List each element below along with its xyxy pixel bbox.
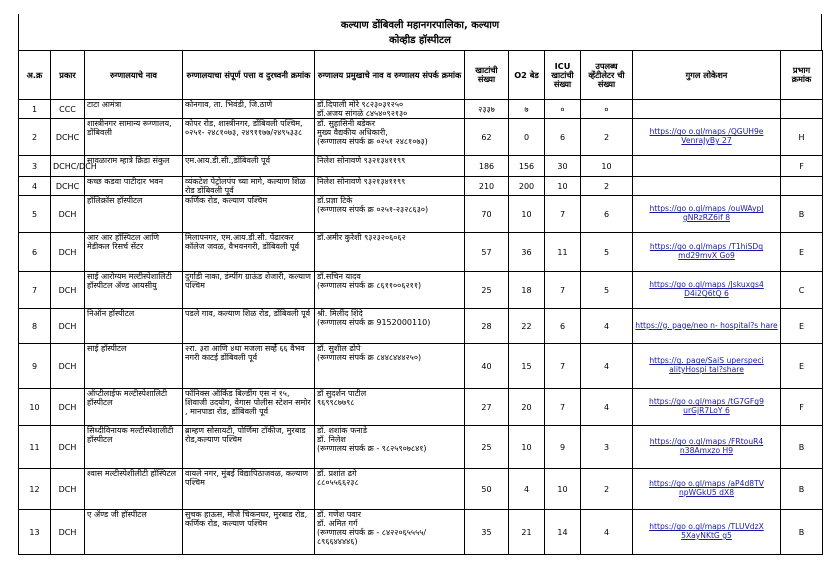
cell-beds: 27	[465, 389, 509, 426]
cell-ventilators: 3	[581, 426, 633, 469]
cell-type: DCH	[51, 389, 85, 426]
col-header-ventilator: उपलब्ध व्हेंटीलेटर ची संख्या	[581, 51, 633, 100]
cell-ventilators: ०	[581, 100, 633, 119]
cell-google-location[interactable]: https://go o.gl/maps /aP4d8TV npWGkU5 dX8	[633, 469, 781, 510]
cell-google-location[interactable]: https://g. page/neo n- hospital?s hare	[633, 309, 781, 344]
table-row	[19, 510, 823, 555]
cell-beds: 70	[465, 196, 509, 233]
cell-o2-beds: 156	[509, 156, 545, 177]
cell-serial: 12	[19, 469, 51, 510]
cell-address: कर्णिक रोड, कल्याण पश्चिम	[183, 196, 315, 233]
cell-contact: डॉ.सचिन यादव (रूग्णालय संपर्क क्र ८६११००६२११)	[315, 272, 465, 309]
cell-ward: B	[781, 510, 823, 555]
cell-beds: 40	[465, 344, 509, 389]
cell-address: वायले नगर, मुंबई विद्यापिठाजवळ, कल्याण पश्चिम	[183, 469, 315, 510]
col-header-address: रुग्णालयाचा संपूर्ण पत्ता व दुरध्वनी क्रमांक	[183, 51, 315, 100]
cell-icu-beds: 30	[545, 156, 581, 177]
cell-serial: 10	[19, 389, 51, 426]
document-title: कल्याण डोंबिवली महानगरपालिका, कल्याण	[340, 20, 500, 31]
cell-address: कोपर रोड, शास्त्रीनगर, डोंबिवली पश्चिम, ०२५१- २४८१०७३, २४९११७७/२४९५३३८	[183, 119, 315, 156]
cell-ventilators: 4	[581, 344, 633, 389]
cell-o2-beds: 10	[509, 426, 545, 469]
cell-hospital-name: सिध्दीविनायक मल्टीस्पेशालीटी हॉस्पीटल	[85, 426, 183, 469]
cell-ward: E	[781, 344, 823, 389]
cell-o2-beds: 21	[509, 510, 545, 555]
table-row	[19, 177, 823, 196]
cell-serial: 11	[19, 426, 51, 469]
cell-google-location	[633, 177, 781, 196]
cell-ward: H	[781, 119, 823, 156]
cell-ventilators: 5	[581, 272, 633, 309]
cell-google-location[interactable]: https://go o.gl/maps /T1hiSDq md29mvX Go9	[633, 233, 781, 272]
cell-o2-beds: ७	[509, 100, 545, 119]
cell-type: DCH	[51, 510, 85, 555]
cell-ventilators: 10	[581, 156, 633, 177]
cell-serial: 3	[19, 156, 51, 177]
cell-contact: डॉ. प्रशांत ढगे ८८०५५६६२३८	[315, 469, 465, 510]
cell-hospital-name: निऑन हॉस्पीटल	[85, 309, 183, 344]
cell-serial: 8	[19, 309, 51, 344]
table-row	[19, 469, 823, 510]
cell-type: CCC	[51, 100, 85, 119]
cell-type: DCH	[51, 309, 85, 344]
cell-serial: 2	[19, 119, 51, 156]
covid-hospital-sheet	[18, 14, 822, 555]
table-row	[19, 119, 823, 156]
table-row	[19, 309, 823, 344]
col-header-serial: अ.क्र	[19, 51, 51, 100]
cell-o2-beds: 4	[509, 469, 545, 510]
cell-google-location[interactable]: https://go o.gl/maps /TLUVdzX 5XayNKtG g5	[633, 510, 781, 555]
cell-contact: डॉ. गणेश पवार डॉ. अमित गर्ग (रूग्णालय संपर्क क्र - ८४२२०६५५५५/ ८९६६४४४४६)	[315, 510, 465, 555]
cell-o2-beds: 10	[509, 196, 545, 233]
document-subtitle: कोव्हीड हॉस्पीटल	[389, 35, 451, 46]
cell-type: DCH	[51, 272, 85, 309]
cell-ward: E	[781, 309, 823, 344]
cell-ward: B	[781, 196, 823, 233]
cell-icu-beds: 7	[545, 344, 581, 389]
cell-address: कोनगाव, ता. भिवंडी, जि.ठाणे	[183, 100, 315, 119]
cell-type: DCH	[51, 196, 85, 233]
col-header-icu: ICU खाटांची संख्या	[545, 51, 581, 100]
cell-serial: 9	[19, 344, 51, 389]
table-row	[19, 196, 823, 233]
cell-serial: 13	[19, 510, 51, 555]
cell-google-location	[633, 100, 781, 119]
cell-o2-beds: 200	[509, 177, 545, 196]
cell-google-location[interactable]: https://go o.gl/maps /tG7GFg9 urGjR7LoY 6	[633, 389, 781, 426]
cell-ward	[781, 100, 823, 119]
col-header-location: गुगल लोकेशन	[633, 51, 781, 100]
cell-google-location[interactable]: https://g. page/SaiS uperspeci alityHospi tal?share	[633, 344, 781, 389]
cell-ventilators: 4	[581, 510, 633, 555]
cell-google-location[interactable]: https://go o.gl/maps /QGUH9e VenraJyBy 27	[633, 119, 781, 156]
table-row	[19, 426, 823, 469]
cell-o2-beds: 18	[509, 272, 545, 309]
cell-contact: श्री. मिलींद शिंदे (रूग्णालय संपर्क क्र 9152000110)	[315, 309, 465, 344]
cell-o2-beds: 20	[509, 389, 545, 426]
cell-beds: 186	[465, 156, 509, 177]
cell-type: DCHC/DCH	[51, 156, 85, 177]
table-row	[19, 156, 823, 177]
cell-beds: 50	[465, 469, 509, 510]
cell-serial: 7	[19, 272, 51, 309]
cell-hospital-name: ए ॲण्ड जी हॉस्पीटल	[85, 510, 183, 555]
cell-hospital-name: शास्त्रीनगर सामान्य रूग्णालय, डोंबिवली	[85, 119, 183, 156]
cell-address: फॉनिक्स ऑर्किड बिल्डींग एस नं १५, शिवाजी उदयोग, वेगास पोलीस स्टेशन समोर , मानपाडा रोड, डोंबिवली पूर्व	[183, 389, 315, 426]
cell-icu-beds: 10	[545, 469, 581, 510]
cell-icu-beds: 6	[545, 119, 581, 156]
cell-icu-beds: 6	[545, 309, 581, 344]
cell-serial: 1	[19, 100, 51, 119]
title-block	[18, 14, 822, 50]
hospital-table	[18, 50, 823, 555]
cell-beds: २३३७	[465, 100, 509, 119]
col-header-beds: खाटांची संख्या	[465, 51, 509, 100]
cell-ventilators: 4	[581, 389, 633, 426]
cell-serial: 5	[19, 196, 51, 233]
col-header-name: रुग्णालयाचे नाव	[85, 51, 183, 100]
cell-type: DCH	[51, 426, 85, 469]
cell-type: DCH	[51, 233, 85, 272]
cell-serial: 6	[19, 233, 51, 272]
col-header-ward: प्रभाग क्रमांक	[781, 51, 823, 100]
cell-address: एम.आय.डी.सी.,डोंबिवली पूर्व	[183, 156, 315, 177]
cell-ventilators: 2	[581, 119, 633, 156]
cell-icu-beds: 10	[545, 177, 581, 196]
cell-type: DCH	[51, 344, 85, 389]
cell-hospital-name: आर आर हॉस्पिटल आणि मेडीकल रिसर्च सेंटर	[85, 233, 183, 272]
cell-type: DCHC	[51, 119, 85, 156]
cell-icu-beds: 14	[545, 510, 581, 555]
cell-ventilators: 6	[581, 196, 633, 233]
cell-contact: डॉ. सुशील ढोपे (रूग्णालय संपर्क क्र ८४४८४४४२५०)	[315, 344, 465, 389]
cell-hospital-name: टाटा आमंत्रा	[85, 100, 183, 119]
col-header-o2: O2 बेड	[509, 51, 545, 100]
cell-ventilators: 2	[581, 469, 633, 510]
cell-contact: निलेश सोनावणे ९३२१३४११९९	[315, 177, 465, 196]
cell-ward: B	[781, 469, 823, 510]
cell-ward: C	[781, 272, 823, 309]
cell-serial: 4	[19, 177, 51, 196]
table-row	[19, 233, 823, 272]
table-header-row	[19, 51, 823, 100]
cell-ward: F	[781, 389, 823, 426]
cell-contact: डॉ. शशांक फनाडे डॉ. निलेश (रूग्णालय संपर्क क्र - ९८२५९०७८४१)	[315, 426, 465, 469]
table-row	[19, 272, 823, 309]
cell-ward	[781, 177, 823, 196]
cell-address: दुर्गाडी नाका, डंम्पींग ग्राऊंड शेजारी, कल्याण पश्चिम	[183, 272, 315, 309]
cell-google-location[interactable]: https://go o.gl/maps /Jskuxgs4 D4i2Q6tQ 6	[633, 272, 781, 309]
cell-beds: 210	[465, 177, 509, 196]
cell-contact: डॉ सुदर्शन पाटील ९६९९८७७९८	[315, 389, 465, 426]
cell-o2-beds: 0	[509, 119, 545, 156]
cell-address: पडले गाव, कल्याण शिळ रोड, डोंबिवली पूर्व	[183, 309, 315, 344]
cell-icu-beds: 9	[545, 426, 581, 469]
cell-o2-beds: 36	[509, 233, 545, 272]
cell-address: मिलापनगर, एम.आय.डी.सी. पेंढारकर कॉलेज जवळ, वैभवनगरी, डोंबिवली पूर्व	[183, 233, 315, 272]
cell-ventilators: 2	[581, 177, 633, 196]
cell-hospital-name: कच्छ कडवा पाटीदार भवन	[85, 177, 183, 196]
cell-hospital-name: साई हॉस्पीटल	[85, 344, 183, 389]
cell-beds: 62	[465, 119, 509, 156]
table-row	[19, 100, 823, 119]
cell-beds: 25	[465, 272, 509, 309]
cell-ward: F	[781, 156, 823, 177]
cell-ward: B	[781, 426, 823, 469]
col-header-type: प्रकार	[51, 51, 85, 100]
table-row	[19, 389, 823, 426]
cell-contact: निलेश सोनावणे ९३२१३४११९९	[315, 156, 465, 177]
cell-contact: डॉ.प्रज्ञा टिके (रूग्णालय संपर्क क्र ०२५१-२३२८६३०)	[315, 196, 465, 233]
cell-icu-beds: 7	[545, 389, 581, 426]
cell-address: २रा. ३रा आणि ४था मजला सर्व्हे ६६ वैभव नगरी काटई डोंबिवली पूर्व	[183, 344, 315, 389]
cell-hospital-name: सावळाराम म्हात्रे क्रिडा संकुल	[85, 156, 183, 177]
cell-hospital-name: हॉलिक्रॉस हॉस्पीटल	[85, 196, 183, 233]
cell-contact: डॉ.अमीर कुरेशी ९३२३२०६०६२	[315, 233, 465, 272]
cell-google-location[interactable]: https://go o.gl/maps /ouWAypJ gNRzRZ6if 8	[633, 196, 781, 233]
cell-icu-beds: 11	[545, 233, 581, 272]
cell-address: सुचक हाऊस, मौजे चिकनघर, मुरबाड रोड, कर्णिक रोड, कल्याण पश्चिम	[183, 510, 315, 555]
cell-type: DCH	[51, 469, 85, 510]
cell-icu-beds: 7	[545, 196, 581, 233]
cell-hospital-name: श्वास मल्टीस्पेशीलीटी हॉस्पिटल	[85, 469, 183, 510]
cell-address: व्यंकटेश पेट्रोलपंप च्या मागे, कल्याण शिळ रोड डोंबिवली पूर्व	[183, 177, 315, 196]
table-row	[19, 344, 823, 389]
cell-beds: 28	[465, 309, 509, 344]
cell-address: ब्राम्हण सोसायटी, पोर्णिमा टॉकीज, मुरबाड रोड,कल्याण पश्चिम	[183, 426, 315, 469]
cell-beds: 25	[465, 426, 509, 469]
cell-ventilators: 4	[581, 309, 633, 344]
cell-hospital-name: साई आरोग्यम मल्टीस्पेशालिटी हॉस्पीटल ॲण्ड आयसीयु	[85, 272, 183, 309]
cell-beds: 57	[465, 233, 509, 272]
cell-google-location[interactable]: https://go o.gl/maps /FRtouR4 n38Amxzo H9	[633, 426, 781, 469]
cell-google-location	[633, 156, 781, 177]
cell-ventilators: 5	[581, 233, 633, 272]
cell-o2-beds: 22	[509, 309, 545, 344]
col-header-contact: रुग्णालय प्रमुखाचे नाव व रुग्णालय संपर्क क्रमांक	[315, 51, 465, 100]
cell-icu-beds: ०	[545, 100, 581, 119]
cell-hospital-name: ऑप्टीलाईफ मल्टीस्पेशालिटी हॉस्पीटल	[85, 389, 183, 426]
cell-ward: E	[781, 233, 823, 272]
cell-contact: डॉ. सुहासिनी बडेकर मुख्य वैद्यकीय अधिकारी, (रूग्णालय संपर्क क्र ०२५१ २४८१०७३)	[315, 119, 465, 156]
cell-type: DCHC	[51, 177, 85, 196]
cell-beds: 35	[465, 510, 509, 555]
cell-contact: डॉ.दिपाली मोरे ९८२३०३१२५० डॉ.अजय सांगळे ८४५४०९२१३०	[315, 100, 465, 119]
cell-icu-beds: 7	[545, 272, 581, 309]
cell-o2-beds: 15	[509, 344, 545, 389]
